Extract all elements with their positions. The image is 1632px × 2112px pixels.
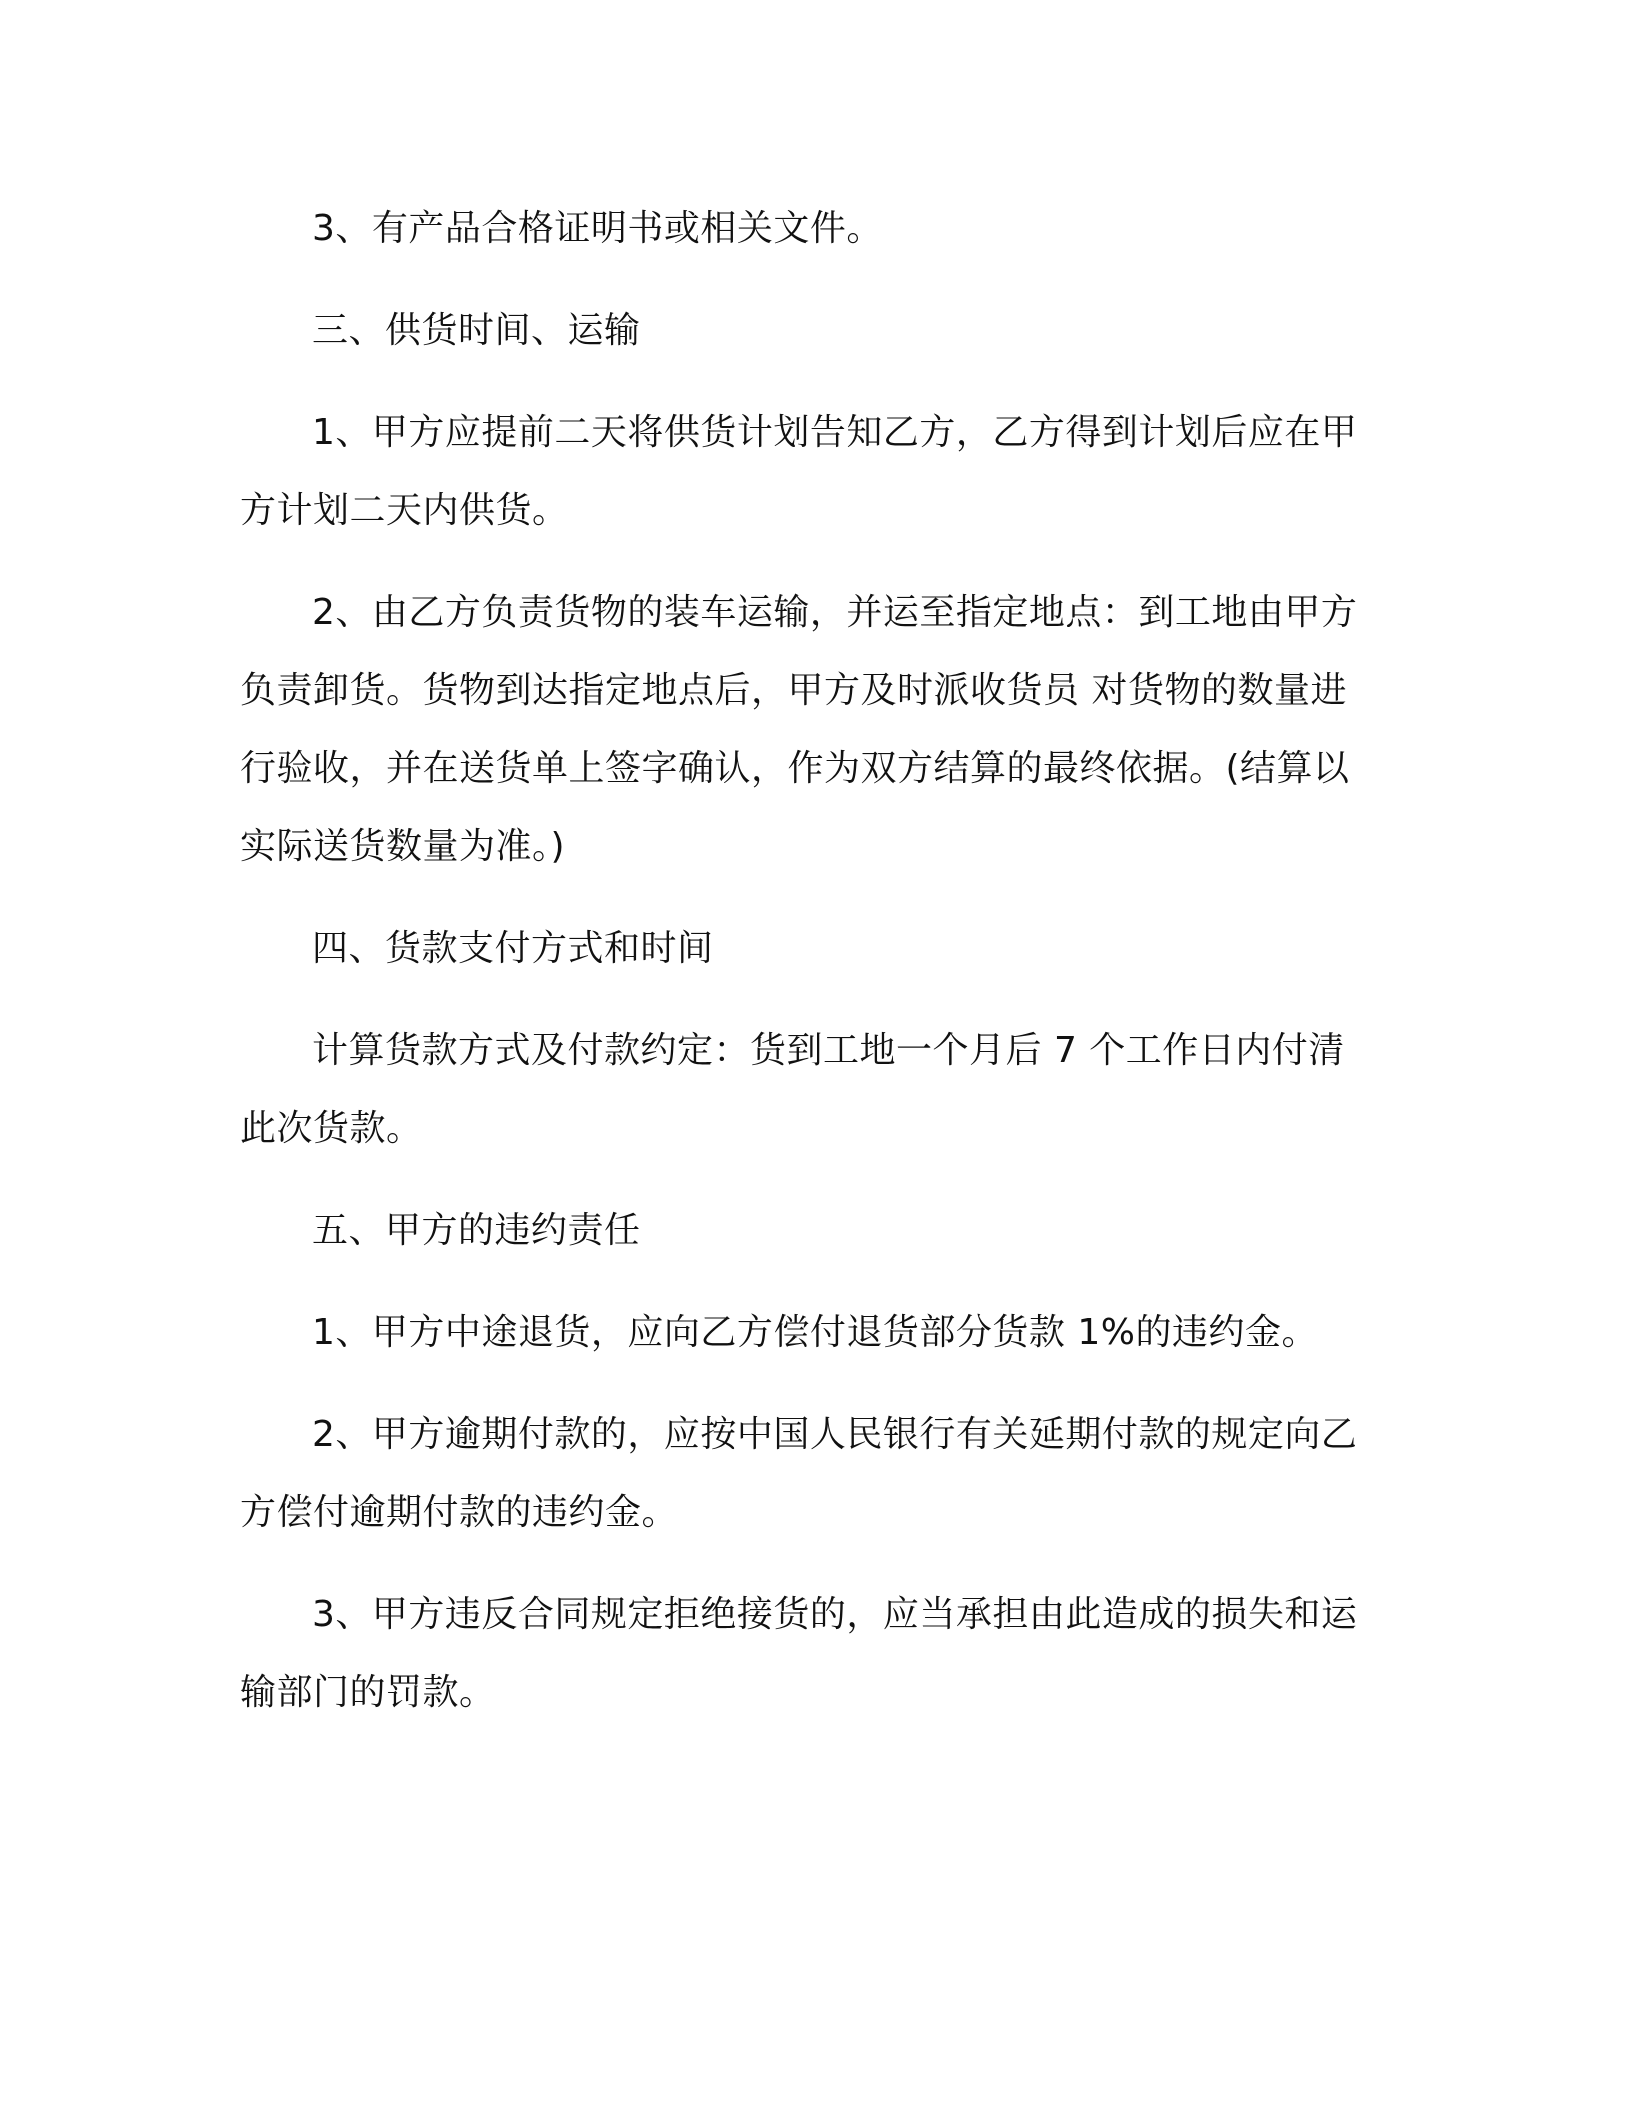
paragraph-refuse-delivery: 3、甲方违反合同规定拒绝接货的，应当承担由此造成的损失和运输部门的罚款。	[240, 1594, 1358, 1713]
paragraph-late-payment-penalty: 2、甲方逾期付款的，应按中国人民银行有关延期付款的规定向乙方偿付逾期付款的违约金。	[240, 1414, 1358, 1533]
document-body	[240, 190, 1380, 1732]
section-heading-party-a-liability: 五、甲方的违约责任	[312, 1210, 641, 1251]
paragraph-payment-terms: 计算货款方式及付款约定：货到工地一个月后 7 个工作日内付清此次货款。	[240, 1030, 1345, 1149]
paragraph-item-3-certificate: 3、有产品合格证明书或相关文件。	[312, 208, 883, 249]
section-heading-supply-time-transport: 三、供货时间、运输	[312, 310, 641, 351]
section-heading-payment: 四、货款支付方式和时间	[312, 928, 714, 969]
paragraph-return-penalty: 1、甲方中途退货，应向乙方偿付退货部分货款 1%的违约金。	[312, 1312, 1318, 1353]
paragraph-loading-transport: 2、由乙方负责货物的装车运输，并运至指定地点：到工地由甲方负责卸货。货物到达指定地点后，甲方及时派收货员 对货物的数量进行验收，并在送货单上签字确认，作为双方结算的最终依据。(结算以实际送货数量为准。)	[240, 592, 1358, 867]
paragraph-supply-plan: 1、甲方应提前二天将供货计划告知乙方，乙方得到计划后应在甲方计划二天内供货。	[240, 412, 1358, 531]
